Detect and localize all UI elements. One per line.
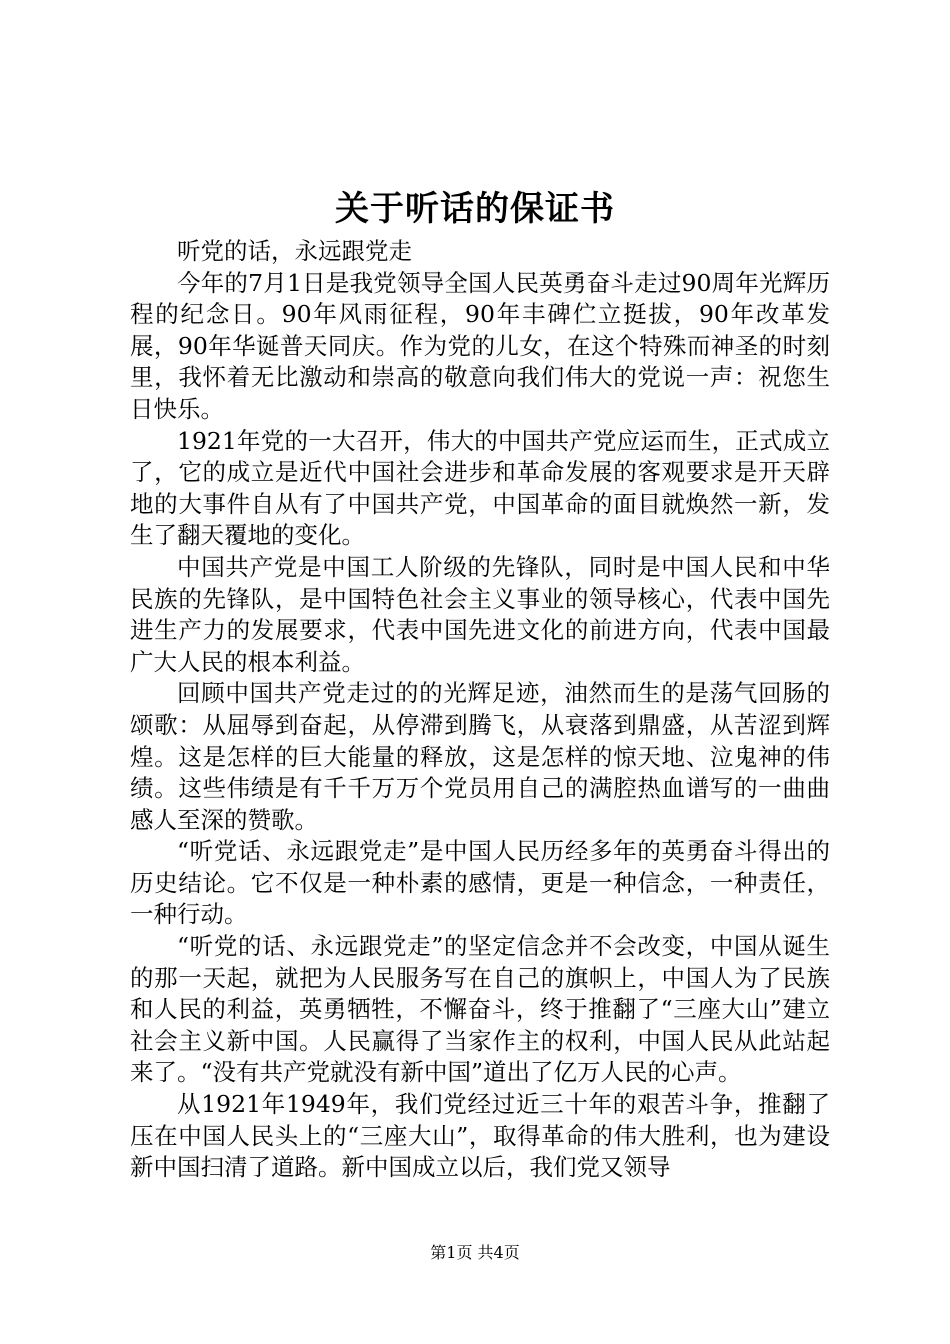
paragraph: 今年的7月1日是我党领导全国人民英勇奋斗走过90周年光辉历程的纪念日。90年风雨征程，90年丰碑伫立挺拔，90年改革发展，90年华诞普天同庆。作为党的儿女，在这个特殊而神圣的时刻里，我怀着无比激动和崇高的敬意向我们伟大的党说一声：祝您生日快乐。 <box>130 268 830 423</box>
page-number-footer: 第1页 共4页 <box>430 1243 520 1262</box>
paragraph: 中国共产党是中国工人阶级的先锋队，同时是中国人民和中华民族的先锋队，是中国特色社会主义事业的领导核心，代表中国先进生产力的发展要求，代表中国先进文化的前进方向，代表中国最广大人民的根本利益。 <box>130 552 830 676</box>
document-body <box>130 236 830 1184</box>
paragraph: 回顾中国共产党走过的的光辉足迹，油然而生的是荡气回肠的颂歌：从屈辱到奋起，从停滞到腾飞，从衰落到鼎盛，从苦涩到辉煌。这是怎样的巨大能量的释放，这是怎样的惊天地、泣鬼神的伟绩。这些伟绩是有千千万万个党员用自己的满腔热血谱写的一曲曲感人至深的赞歌。 <box>130 679 830 834</box>
paragraph: “听党的话、永远跟党走”的坚定信念并不会改变，中国从诞生的那一天起，就把为人民服务写在自己的旗帜上，中国人为了民族和人民的利益，英勇牺牲，不懈奋斗，终于推翻了“三座大山”建立社会主义新中国。人民赢得了当家作主的权利，中国人民从此站起来了。“没有共产党就没有新中国”道出了亿万人民的心声。 <box>130 932 830 1087</box>
paragraph-heading: 听党的话，永远跟党走 <box>177 237 412 265</box>
paragraph: “听党话、永远跟党走”是中国人民历经多年的英勇奋斗得出的历史结论。它不仅是一种朴素的感情，更是一种信念，一种责任，一种行动。 <box>130 837 830 929</box>
paragraph: 1921年党的一大召开，伟大的中国共产党应运而生，正式成立了，它的成立是近代中国社会进步和革命发展的客观要求是开天辟地的大事件自从有了中国共产党，中国革命的面目就焕然一新，发生了翻天覆地的变化。 <box>130 426 830 550</box>
document-title: 关于听话的保证书 <box>335 189 615 229</box>
paragraph: 从1921年1949年，我们党经过近三十年的艰苦斗争，推翻了压在中国人民头上的“三座大山”，取得革命的伟大胜利，也为建设新中国扫清了道路。新中国成立以后，我们党又领导 <box>130 1090 830 1182</box>
